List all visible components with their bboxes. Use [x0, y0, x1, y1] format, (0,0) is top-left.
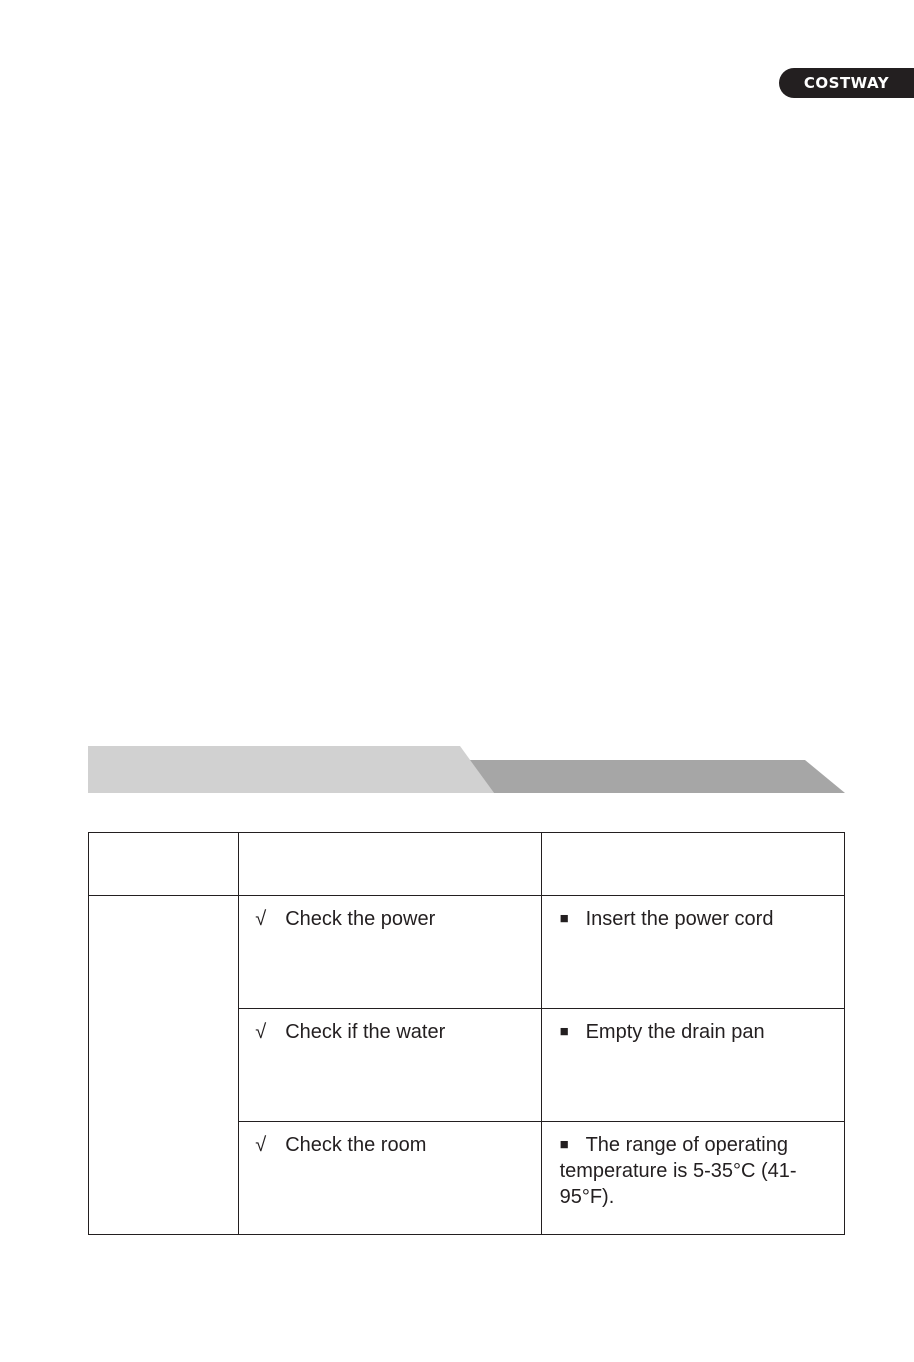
table-row	[89, 896, 845, 1009]
table-header-row	[89, 833, 845, 896]
brand-logo	[779, 68, 914, 98]
solution-cell	[541, 896, 844, 1009]
check-icon: √	[255, 1021, 267, 1043]
check-cell	[239, 896, 541, 1009]
solution-text: Insert the power cord	[585, 908, 774, 930]
header-check	[239, 833, 541, 896]
header-problem	[89, 833, 239, 896]
check-icon: √	[255, 1134, 267, 1156]
section-banner	[88, 746, 845, 793]
bullet-icon: ■	[559, 1136, 569, 1153]
solution-text: The range of operating temperature is 5-35°C (41-95°F).	[559, 1134, 797, 1208]
solution-cell	[541, 1009, 844, 1122]
check-icon: √	[255, 908, 267, 930]
troubleshooting-table	[88, 832, 845, 1235]
bullet-icon: ■	[559, 1023, 569, 1040]
check-text: Check the power	[285, 908, 436, 930]
check-cell	[239, 1009, 541, 1122]
problem-cell	[89, 896, 239, 1235]
banner-light-band	[88, 746, 494, 793]
banner-dark-band	[470, 760, 845, 793]
check-cell	[239, 1122, 541, 1235]
bullet-icon: ■	[559, 910, 569, 927]
solution-text: Empty the drain pan	[585, 1021, 765, 1043]
header-solution	[541, 833, 844, 896]
solution-cell	[541, 1122, 844, 1235]
brand-logo-text: COSTWAY	[803, 74, 890, 92]
check-text: Check if the water	[285, 1021, 446, 1043]
check-text: Check the room	[285, 1134, 427, 1156]
